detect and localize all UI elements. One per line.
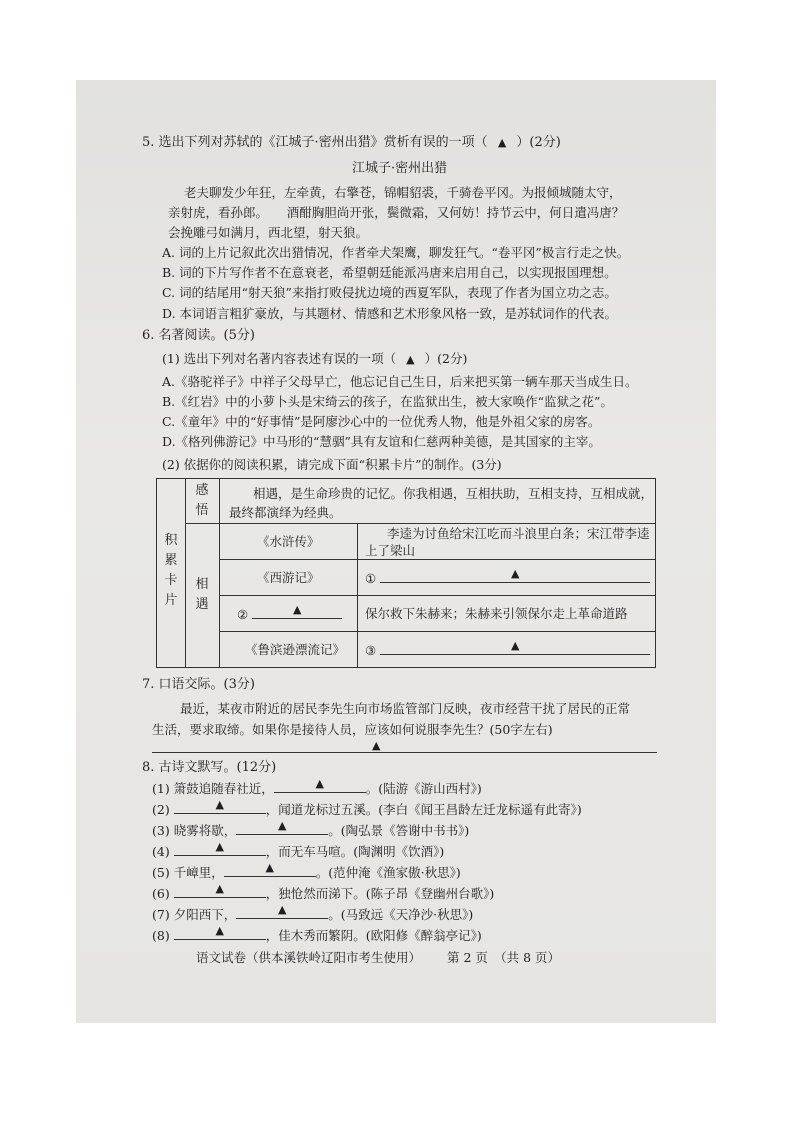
poem-line-1: 老夫聊发少年狂，左牵黄，右擎苍，锦帽貂裘，千骑卷平冈。为报倾城随太守，	[184, 185, 622, 200]
answer-mark: ▲	[292, 603, 302, 616]
q5-stem: 5. 选出下列对苏轼的《江城子·密州出猎》赏析有误的一项（ ▲ ）(2分)	[142, 135, 561, 150]
q5-option-a: A. 词的上片记叙此次出猎情况，作者牵犬架鹰，聊发狂气。“卷平冈”极言行走之快。	[162, 245, 630, 260]
q8-item-5: (5) 千嶂里， ▲ 。(范仲淹《渔家傲·秋思》)	[152, 861, 461, 880]
answer-mark: ▲	[372, 739, 381, 752]
q6-option-c: C.《童年》中的“好事情”是阿廖沙心中的一位优秀人物，他是外祖父家的房客。	[162, 414, 601, 429]
card-feel-text-1: 相遇，是生命珍贵的记忆。你我相遇，互相扶助，互相支持，互相成就，	[253, 486, 654, 501]
answer-mark: ▲	[497, 136, 507, 149]
answer-mark: ▲	[406, 353, 415, 366]
card-side-label: 积累卡片	[164, 533, 178, 608]
card-book-3: ② ▲	[237, 605, 342, 623]
q6-option-b: B.《红岩》中的小萝卜头是宋绮云的孩子，在监狱出生，被大家唤作“监狱之花”。	[162, 394, 613, 409]
answer-blank[interactable]	[236, 821, 328, 835]
exam-page	[76, 80, 716, 1023]
answer-blank[interactable]	[174, 842, 266, 856]
card-desc-1a: 李逵为讨鱼给宋江吃而斗浪里白条；宋江带李逵	[387, 526, 650, 541]
poem-title: 江城子·密州出猎	[352, 161, 448, 176]
q7-body-2: 生活，要求取缔。如果你是接待人员，应该如何说服李先生？(50字左右)	[152, 722, 553, 737]
q7-stem: 7. 口语交际。(3分)	[142, 677, 255, 692]
q6-option-a: A.《骆驼祥子》中祥子父母早亡，他忘记自己生日，后来把买第一辆车那天当成生日。	[162, 374, 638, 389]
answer-mark: ▲	[215, 798, 224, 811]
answer-mark: ▲	[215, 924, 224, 937]
answer-mark: ▲	[510, 567, 520, 580]
footer-page-number: 第 2 页 （共 8 页）	[446, 950, 561, 965]
card-book-1: 《水浒传》	[257, 534, 320, 549]
card-book-4: 《鲁滨逊漂流记》	[245, 642, 346, 657]
answer-mark: ▲	[277, 819, 287, 832]
accumulation-card	[156, 478, 656, 668]
q6-sub2: (2) 依据你的阅读积累，请完成下面“积累卡片”的制作。(3分)	[162, 457, 502, 472]
card-meet-label: 相遇	[195, 577, 209, 612]
poem-line-2: 亲射虎，看孙郎。 酒酣胸胆尚开张，鬓微霜，又何妨！持节云中，何日遣冯唐？	[168, 205, 625, 220]
q6-option-d: D.《格列佛游记》中马形的“慧骃”具有友谊和仁慈两种美德，是其国家的主宰。	[162, 434, 601, 449]
answer-blank[interactable]	[224, 863, 316, 877]
q5-option-c: C. 词的结尾用“射天狼”来指打败侵扰边境的西夏军队，表现了作者为国立功之志。	[162, 285, 617, 300]
card-feel-label: 感悟	[195, 483, 209, 518]
q5-option-d: D. 本词语言粗犷豪放，与其题材、情感和艺术形象风格一致，是苏轼词作的代表。	[162, 306, 618, 321]
answer-blank[interactable]	[236, 905, 328, 919]
q8-item-6: (6) ▲ ，独怆然而涕下。(陈子昂《登幽州台歌》)	[152, 882, 495, 901]
answer-blank[interactable]	[380, 569, 650, 583]
card-desc-3: 保尔救下朱赫来；朱赫来引领保尔走上革命道路	[365, 606, 628, 621]
q8-item-4: (4) ▲ ，而无车马喧。(陶渊明《饮酒》)	[152, 840, 445, 859]
q6-sub1-stem: (1) 选出下列对名著内容表述有误的一项（ ▲ ）(2分)	[162, 351, 468, 366]
answer-mark: ▲	[277, 903, 287, 916]
answer-blank[interactable]	[380, 641, 650, 655]
card-book-2: 《西游记》	[257, 570, 320, 585]
q5-option-b: B. 词的下片写作者不在意衰老，希望朝廷能派冯唐来启用自己，以实现报国理想。	[162, 265, 617, 280]
q8-item-8: (8) ▲ ，佳木秀而繁阴。(欧阳修《醉翁亭记》)	[152, 924, 482, 943]
answer-mark: ▲	[265, 861, 274, 874]
q8-item-3: (3) 晓雾将歇， ▲ 。(陶弘景《答谢中书书》)	[152, 819, 470, 838]
q8-item-1: (1) 箫鼓追随春社近， ▲ 。(陆游《游山西村》)	[152, 777, 482, 796]
poem-line-3: 会挽雕弓如满月，西北望，射天狼。	[168, 225, 369, 240]
answer-mark: ▲	[510, 639, 520, 652]
q8-item-7: (7) 夕阳西下， ▲ 。(马致远《天净沙·秋思》)	[152, 903, 474, 922]
answer-mark: ▲	[315, 777, 324, 790]
q6-stem: 6. 名著阅读。(5分)	[142, 328, 255, 343]
card-desc-4: ③ ▲	[365, 641, 650, 659]
card-desc-1b: 上了梁山	[365, 543, 416, 558]
page-footer	[196, 948, 560, 966]
answer-mark: ▲	[215, 882, 224, 895]
footer-title: 语文试卷（供本溪铁岭辽阳市考生使用）	[196, 950, 422, 965]
card-desc-2: ① ▲	[365, 569, 650, 587]
answer-blank[interactable]	[174, 800, 266, 814]
q8-stem: 8. 古诗文默写。(12分)	[142, 760, 277, 775]
q7-body-1: 最近，某夜市附近的居民李先生向市场监管部门反映，夜市经营干扰了居民的正常	[180, 701, 631, 716]
q8-item-2: (2) ▲ ，闻道龙标过五溪。(李白《闻王昌龄左迁龙标遥有此寄》)	[152, 798, 582, 817]
card-feel-text-2: 最终都演绎为经典。	[229, 505, 342, 520]
answer-blank[interactable]	[174, 884, 266, 898]
q7-answer-line[interactable]	[152, 752, 657, 753]
answer-blank[interactable]	[252, 605, 342, 619]
answer-blank[interactable]	[274, 779, 366, 793]
answer-mark: ▲	[215, 840, 224, 853]
answer-blank[interactable]	[174, 926, 266, 940]
